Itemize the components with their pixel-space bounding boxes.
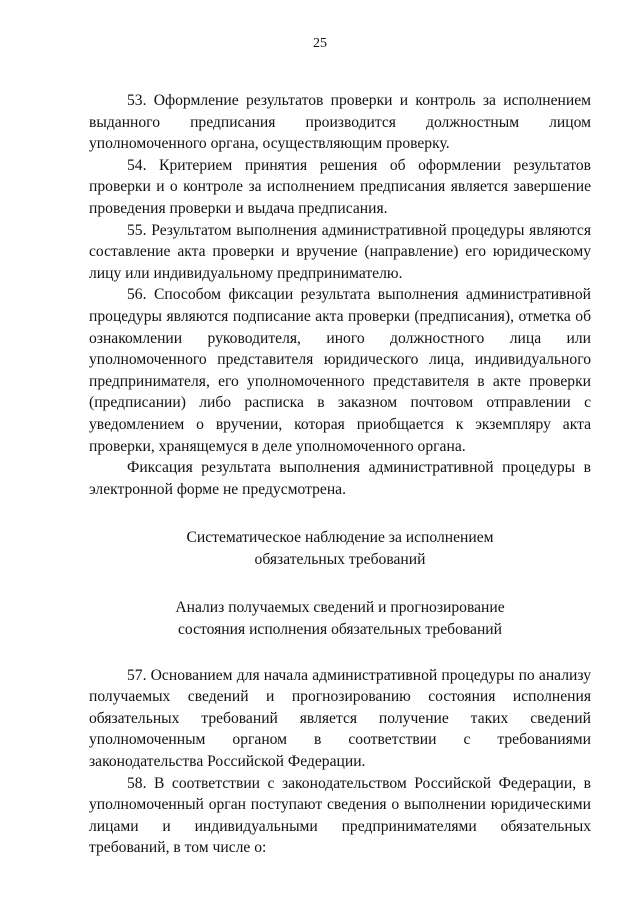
section-heading-line: обязательных требований (254, 550, 426, 568)
paragraph-55: 55. Результатом выполнения административной процедуры являются составление акта проверки и вручение (направление) его юридическому лицу или индивидуальному предпринимателю. (89, 221, 591, 282)
paragraph-54: 54. Критерием принятия решения об оформлении результатов проверки и о контроле за исполнением предписания является завершение проведения проверки и выдача предписания. (89, 156, 591, 217)
page-number: 25 (313, 36, 327, 51)
subsection-heading-line: состояния исполнения обязательных требований (178, 621, 502, 639)
paragraph-57: 57. Основанием для начала административной процедуры по анализу получаемых сведений и прогнозированию состояния исполнения обязательных требований является получение таких сведений уполномоченным органом в соответствии с требованиями законодательства Российской Федерации. (89, 666, 591, 771)
paragraph-56: 56. Способом фиксации результата выполнения административной процедуры являются подписание акта проверки (предписания), отметка об ознакомлении руководителя, иного должностного лица или уполномоченного представителя юридического лица, индивидуального предпринимателя, его уполномоченного представителя в акте проверки (предписании) либо расписка в заказном почтовом отправлении с уведомлением о вручении, которая приобщается к экземпляру акта проверки, хранящемуся в деле уполномоченного органа. (89, 286, 591, 455)
section-heading-systematic-observation (89, 527, 591, 570)
subsection-heading-analysis (89, 597, 591, 640)
section-heading-line: Систематическое наблюдение за исполнением (186, 529, 494, 547)
paragraph-fixation-note: Фиксация результата выполнения административной процедуры в электронной форме не предусмотрена. (89, 459, 591, 498)
paragraph-53: 53. Оформление результатов проверки и контроль за исполнением выданного предписания производится должностным лицом уполномоченного органа, осуществляющим проверку. (89, 92, 591, 153)
paragraph-58: 58. В соответствии с законодательством Российской Федерации, в уполномоченный орган поступают сведения о выполнении юридическими лицами и индивидуальными предпринимателями обязательных требований, в том числе о: (89, 774, 591, 857)
document-body (89, 90, 591, 859)
subsection-heading-line: Анализ получаемых сведений и прогнозирование (175, 599, 505, 617)
